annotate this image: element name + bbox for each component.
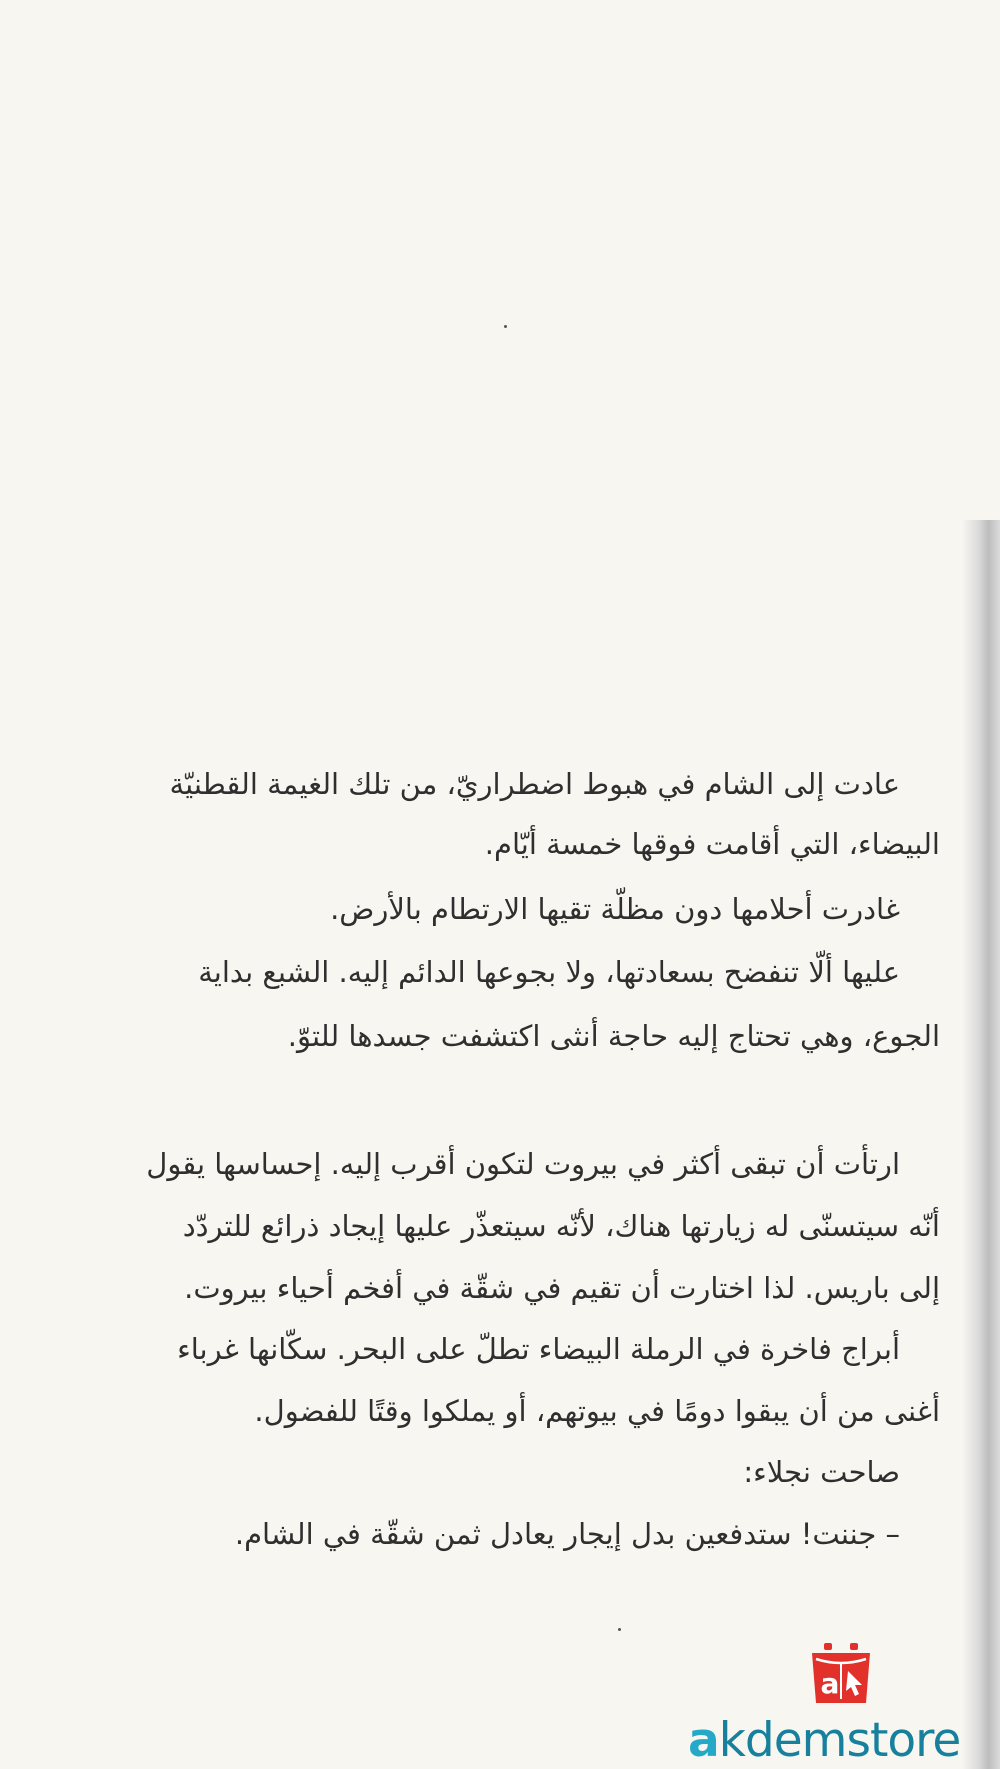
text-line: – جننت! ستدفعين بدل إيجار يعادل ثمن شقّة في الشام. <box>234 1517 900 1551</box>
logo-wordmark <box>688 1713 960 1769</box>
text-line: الجوع، وهي تحتاج إليه حاجة أنثى اكتشفت جسدها للتوّ. <box>287 1019 940 1053</box>
badge-letter: a <box>820 1667 840 1700</box>
logo-accent-letter: a <box>688 1713 719 1768</box>
scan-speck <box>504 325 507 328</box>
text-line: إلى باريس. لذا اختارت أن تقيم في شقّة في أفخم أحياء بيروت. <box>184 1271 940 1305</box>
book-cart-icon <box>806 1641 876 1711</box>
akdemstore-logo[interactable] <box>688 1641 988 1769</box>
text-line: أغنى من أن يبقوا دومًا في بيوتهم، أو يملكوا وقتًا للفضول. <box>254 1394 940 1428</box>
logo-name: kdemstore <box>718 1713 961 1768</box>
text-line: صاحت نجلاء: <box>743 1455 900 1489</box>
text-line: غادرت أحلامها دون مظلّة تقيها الارتطام بالأرض. <box>330 892 900 926</box>
text-line: ارتأت أن تبقى أكثر في بيروت لتكون أقرب إليه. إحساسها يقول <box>146 1147 900 1181</box>
scan-speck <box>618 1628 621 1631</box>
text-line: عليها ألّا تنفضح بسعادتها، ولا بجوعها الدائم إليه. الشبع بداية <box>198 955 900 989</box>
page-edge-shadow <box>962 520 1000 1769</box>
text-line: عادت إلى الشام في هبوط اضطراريّ، من تلك الغيمة القطنيّة <box>169 767 900 801</box>
text-line: البيضاء، التي أقامت فوقها خمسة أيّام. <box>484 827 940 861</box>
text-line: أبراج فاخرة في الرملة البيضاء تطلّ على البحر. سكّانها غرباء <box>177 1332 900 1366</box>
body-text <box>145 764 940 1564</box>
text-line: أنّه سيتسنّى له زيارتها هناك، لأنّه سيتعذّر عليها إيجاد ذرائع للتردّد <box>182 1209 940 1243</box>
